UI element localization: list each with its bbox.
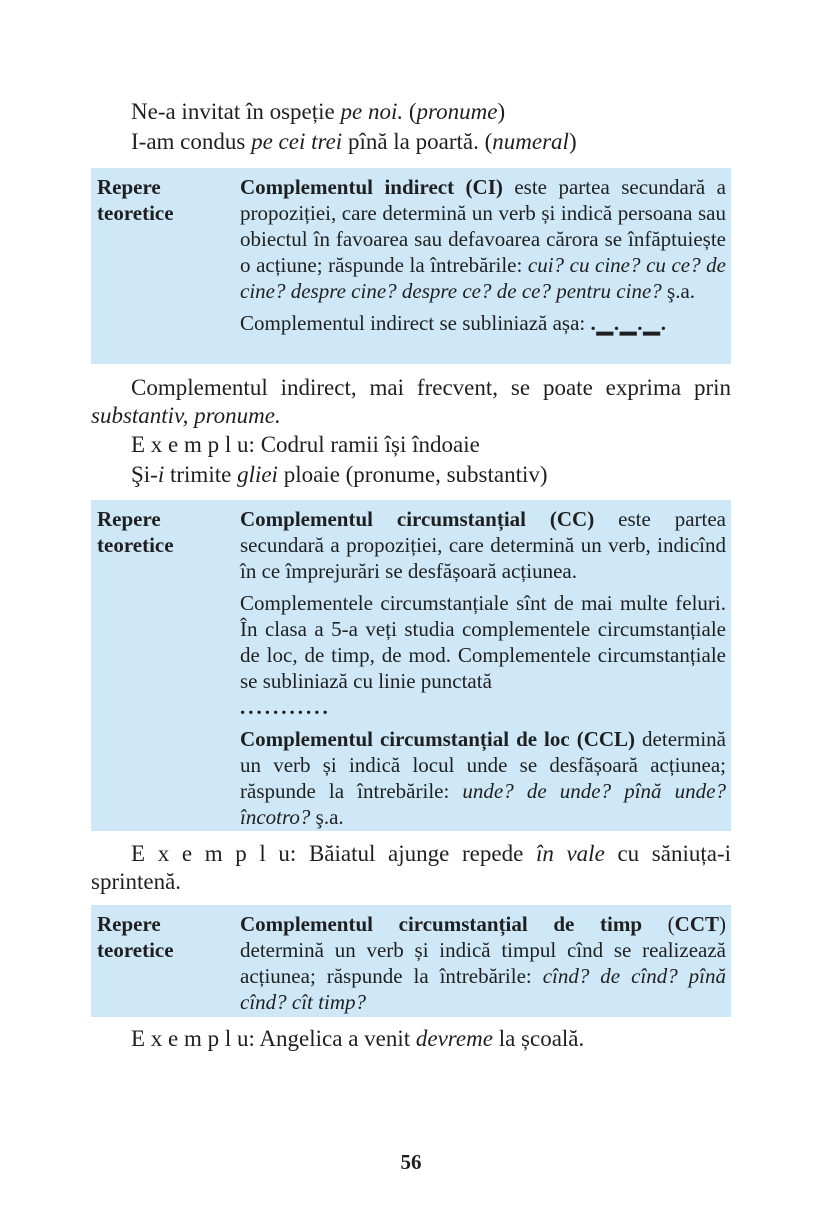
questions: unde? de unde? pînă unde? încotro? <box>240 779 726 829</box>
underline-rule <box>240 310 726 336</box>
emphasis: pe cei trei <box>251 129 343 154</box>
text: ş.a. <box>310 805 344 829</box>
questions: cui? cu cine? cu ce? de cine? despre cine? despre ce? de ce? pentru cine? <box>240 253 726 303</box>
text: ) <box>568 129 577 154</box>
types-paragraph <box>240 590 726 720</box>
text: Complementul indirect, mai frecvent, se poate exprima prin <box>131 375 731 400</box>
text: Complementele circumstanțiale sînt de mai multe feluri. În clasa a 5-a veți studia complementele circumstanțiale de loc, de timp, de mod. Complementele circumstanțiale se subliniază cu linie punctată <box>240 591 726 693</box>
text: Ne-a invitat în ospeție <box>131 99 341 124</box>
emphasis: devreme <box>415 1026 493 1051</box>
text: ( <box>403 99 417 124</box>
box-label <box>97 911 174 963</box>
emphasis: pe noi. <box>340 99 404 124</box>
term: Complementul circumstanțial (CC) <box>240 507 595 531</box>
emphasis: pronume <box>416 99 498 124</box>
emphasis: în vale <box>535 841 605 866</box>
text: ) <box>497 99 506 124</box>
example-label: E x e m p l u: <box>131 1026 260 1051</box>
questions: cînd? de cînd? pînă cînd? cît timp? <box>240 964 727 1014</box>
text: ş.a. <box>661 279 696 303</box>
theory-box-indirect-complement <box>91 168 731 364</box>
text: ploaie (pronume, substantiv) <box>277 462 548 487</box>
example-line-numeral <box>131 127 577 157</box>
underline-mark: .▁.▁.▁. <box>590 311 667 335</box>
emphasis: gliei <box>237 462 278 487</box>
text: ) determină un verb și indică timpul cînd se realizează acțiunea; răspunde la întrebările: <box>240 912 726 988</box>
label-line: Repere <box>97 175 161 199</box>
example-1-line-2 <box>131 460 548 490</box>
box-content <box>240 911 726 1021</box>
dotted-line-mark: ........... <box>240 695 331 719</box>
label-line: teoretice <box>97 533 174 557</box>
example-1-line-1 <box>131 430 480 460</box>
text: ( <box>642 912 675 936</box>
text: cu săniuța-i sprintenă. <box>91 841 731 894</box>
label-line: Repere <box>97 912 161 936</box>
example-label: E x e m p l u: <box>131 841 309 866</box>
emphasis: numeral <box>492 129 569 154</box>
example-3 <box>131 1024 584 1054</box>
paragraph-indirect-expression <box>91 374 731 430</box>
page-number: 56 <box>400 1150 422 1174</box>
label-line: teoretice <box>97 201 174 225</box>
label-line: Repere <box>97 507 161 531</box>
text: pînă la poartă. ( <box>342 129 493 154</box>
text: Şi- <box>131 462 158 487</box>
definition <box>240 911 726 1015</box>
example-label: E x e m p l u: <box>131 432 261 457</box>
term: Complementul circumstanțial de timp <box>240 912 643 936</box>
example-2 <box>91 840 731 896</box>
text: este partea secundară a propoziției, care determină un verb, indicînd în ce împrejurări se desfășoară acțiunea. <box>240 507 726 583</box>
term: Complementul indirect (CI) <box>240 175 503 199</box>
text: este partea secundară a propoziției, care determină un verb și indică persoana sau obiectul în favoarea sau defavoarea cărora se înfăptuiește o acțiune; răspunde la întrebările: <box>240 175 726 277</box>
term-abbrev: CCT <box>674 912 719 936</box>
text: la școală. <box>492 1026 585 1051</box>
box-content <box>240 506 726 836</box>
text: Angelica a venit <box>259 1026 416 1051</box>
emphasis: substantiv, pronume. <box>91 403 281 428</box>
box-label <box>97 506 174 558</box>
place-definition <box>240 726 726 830</box>
definition <box>240 506 726 584</box>
theory-box-time-complement <box>91 905 731 1017</box>
text: Codrul ramii își îndoaie <box>260 432 480 457</box>
emphasis: i <box>157 462 165 487</box>
term: Complementul circumstanțial de loc (CCL) <box>240 727 636 751</box>
theory-box-circumstantial-complement <box>91 500 731 831</box>
label-line: teoretice <box>97 938 174 962</box>
box-label <box>97 174 174 226</box>
text: Complementul indirect se subliniază așa: <box>240 311 591 335</box>
box-content <box>240 174 726 342</box>
definition <box>240 174 726 304</box>
text: I-am condus <box>131 129 252 154</box>
text: trimite <box>164 462 238 487</box>
text: determină un verb și indică locul unde se desfășoară acțiunea; răspunde la întrebările: <box>240 727 726 803</box>
example-line-pronoun <box>131 97 505 127</box>
text: Băiatul ajunge repede <box>308 841 536 866</box>
